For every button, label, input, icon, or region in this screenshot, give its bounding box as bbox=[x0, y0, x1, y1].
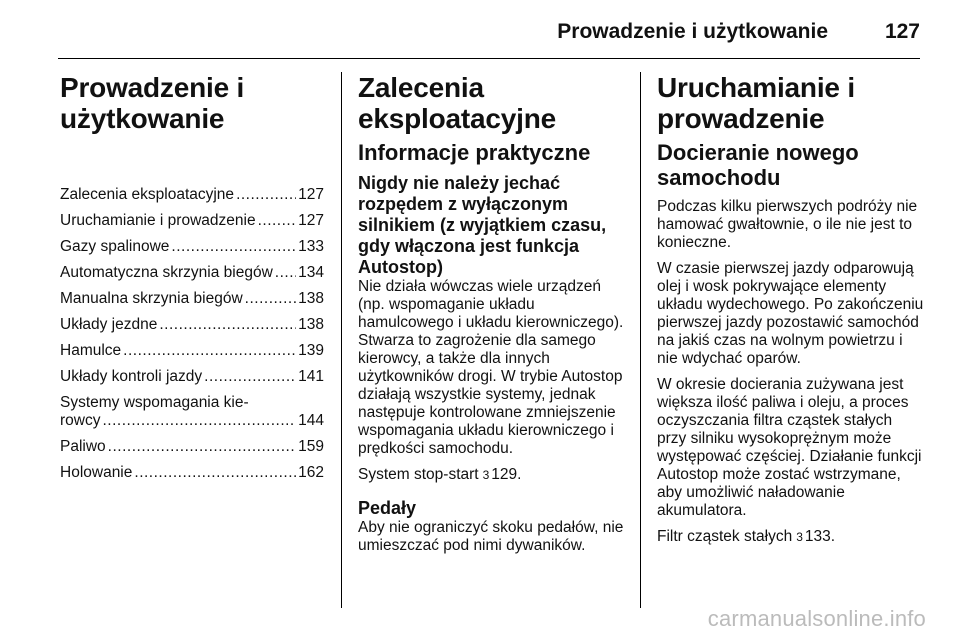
toc-entry[interactable]: Uruchamianie i prowadzenie ..... 127 bbox=[60, 212, 324, 230]
recommendations-column bbox=[358, 72, 624, 563]
toc-entry[interactable]: Zalecenia eksploatacyjne ..... 127 bbox=[60, 186, 324, 204]
paragraph: W okresie docierania zużywana jest większa ilość paliwa i oleju, a proces oczyszczania filtra cząstek stałych przy silniku wysokoprężnym może występować częściej. Działanie funkcji Autostop może zostać wstrzymane, aby umożliwić naładowanie akumulatora. bbox=[657, 376, 922, 519]
warning-title: Nigdy nie należy jechać rozpędem z wyłączonym silnikiem (z wyjątkiem czasu, gdy włączona jest funkcja Autostop) bbox=[358, 173, 607, 277]
cross-reference: System stop-start 3 129. bbox=[358, 466, 522, 483]
starting-column bbox=[657, 72, 925, 554]
page-header bbox=[0, 14, 960, 54]
arrow-reference-icon: 3 bbox=[482, 468, 490, 482]
toc-entry[interactable]: Systemy wspomagania kie- rowcy ..... 144 bbox=[60, 394, 324, 430]
toc-entry[interactable]: Układy kontroli jazdy ..... 141 bbox=[60, 368, 324, 386]
column-divider-2 bbox=[640, 72, 641, 608]
pedals-text: Aby nie ograniczyć skoku pedałów, nie umieszczać pod nimi dywaników. bbox=[358, 519, 624, 554]
table-of-contents bbox=[60, 186, 324, 482]
page-number: 127 bbox=[884, 20, 920, 43]
toc-entry[interactable]: Gazy spalinowe ..... 133 bbox=[60, 238, 324, 256]
pedals-title: Pedały bbox=[358, 498, 417, 518]
toc-entry[interactable]: Automatyczna skrzynia biegów ..... 134 bbox=[60, 264, 324, 282]
warning-text: Nie działa wówczas wiele urządzeń (np. wspomaganie układu hamulcowego i układu kierowniczego). Stwarza to zagrożenie dla samego kierowcy, a także dla innych użytkowników drogi. W trybie Autostop działają wszystkie systemy, jednak następuje kontrolowane zmniejszenie wspomagania układu kierowniczego i prędkości samochodu. bbox=[358, 278, 624, 457]
arrow-reference-icon: 3 bbox=[796, 530, 803, 544]
running-title: Prowadzenie i użytkowanie bbox=[557, 20, 828, 43]
section-subheading: Docieranie nowego samochodu bbox=[657, 140, 859, 190]
toc-entry[interactable]: Układy jezdne ..... 138 bbox=[60, 316, 324, 334]
watermark: carmanualsonline.info bbox=[707, 606, 926, 631]
paragraph: W czasie pierwszej jazdy odparowują olej i wosk pokrywające elementy układu wydechowego. Po zakończeniu pierwszej jazdy pozostawić samochód na jakiś czas na wolnym powietrzu i nie wdychać oparów. bbox=[657, 260, 924, 367]
toc-entry[interactable]: Paliwo ..... 159 bbox=[60, 438, 324, 456]
section-subheading: Informacje praktyczne bbox=[358, 140, 591, 165]
section-heading: Uruchamianie i prowadzenie bbox=[657, 72, 855, 134]
cross-reference: Filtr cząstek stałych 3 133. bbox=[657, 528, 836, 545]
chapter-heading: Prowadzenie i użytkowanie bbox=[60, 72, 245, 134]
toc-entry[interactable]: Manualna skrzynia biegów ..... 138 bbox=[60, 290, 324, 308]
section-heading: Zalecenia eksploatacyjne bbox=[358, 72, 556, 134]
toc-entry[interactable]: Holowanie ..... 162 bbox=[60, 464, 324, 482]
toc-column bbox=[60, 72, 324, 490]
toc-entry[interactable]: Hamulce ..... 139 bbox=[60, 342, 324, 360]
paragraph: Podczas kilku pierwszych podróży nie hamować gwałtownie, o ile nie jest to konieczne. bbox=[657, 198, 918, 251]
header-divider bbox=[58, 58, 920, 59]
column-divider-1 bbox=[341, 72, 342, 608]
